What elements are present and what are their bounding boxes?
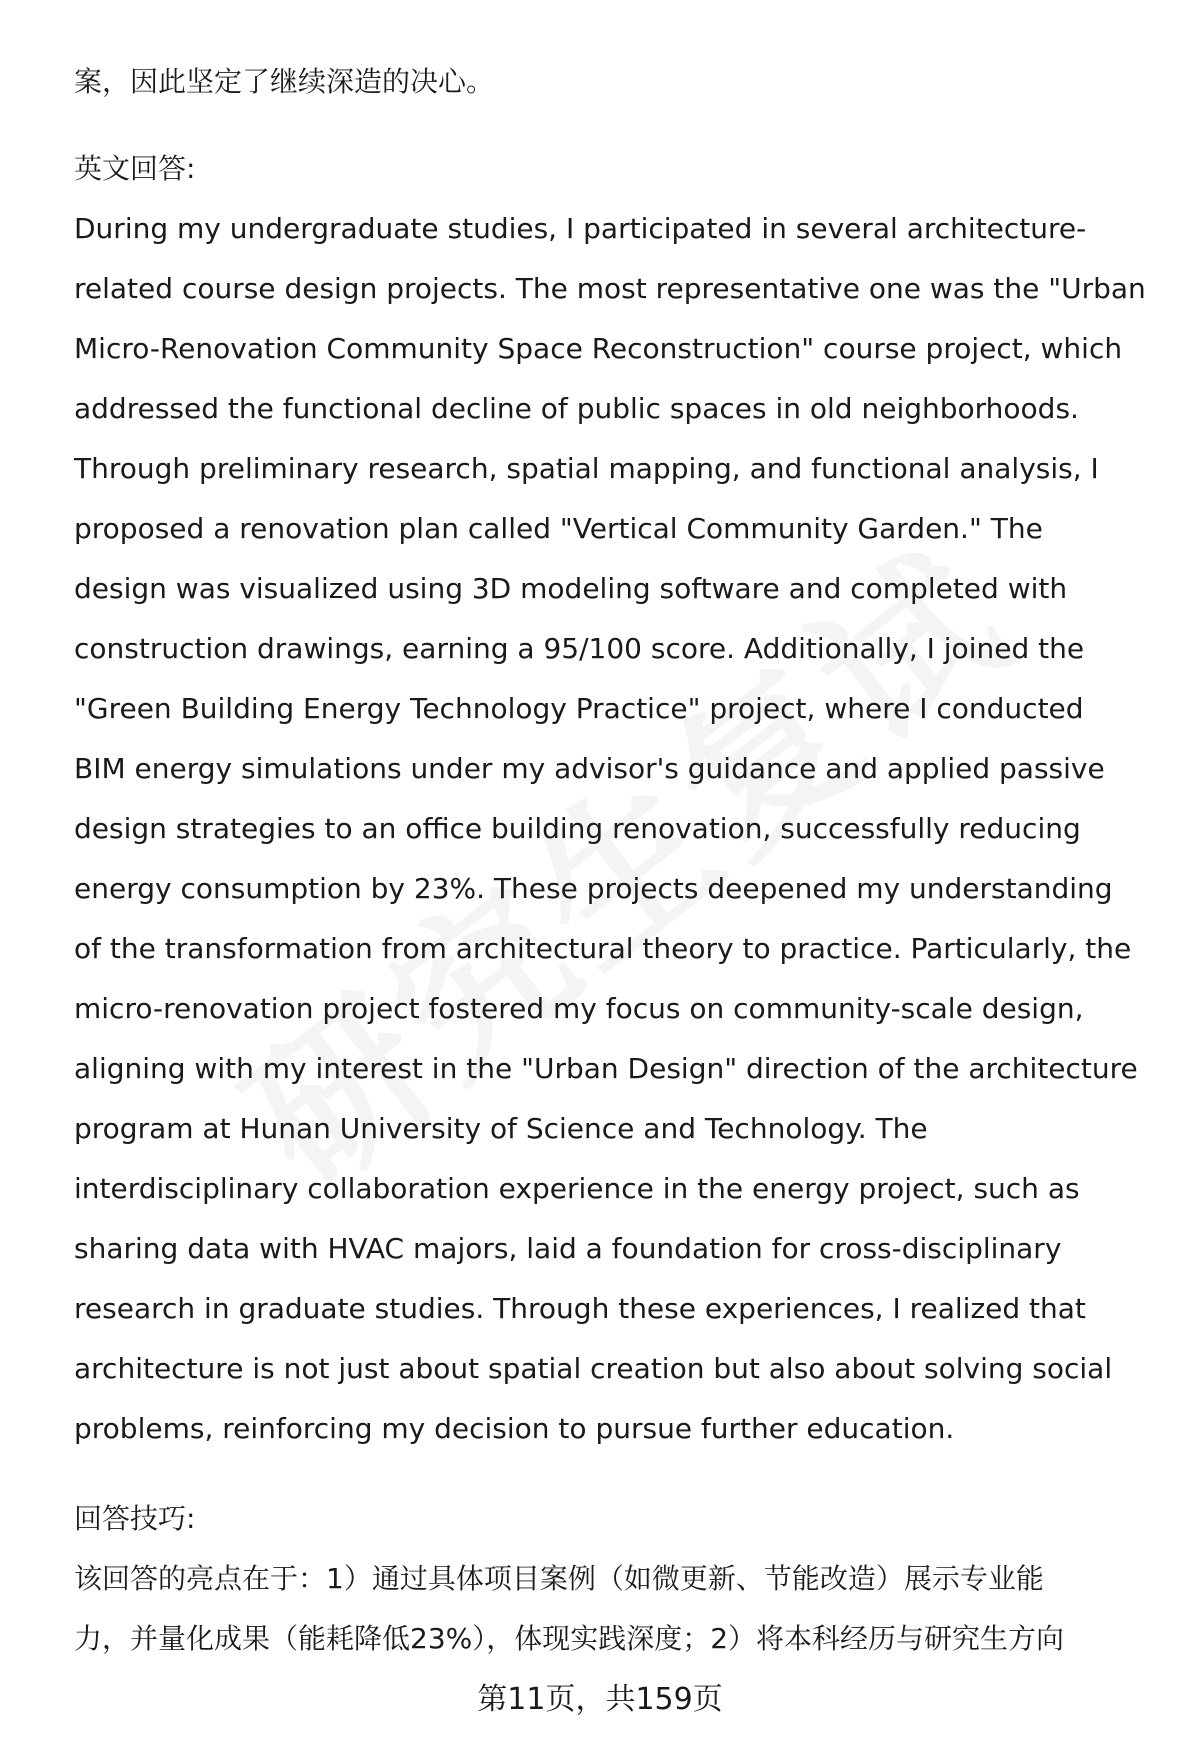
english-line: proposed a renovation plan called "Vertical Community Garden." The (74, 512, 1043, 545)
tips-heading: 回答技巧: (74, 1502, 196, 1535)
english-line: sharing data with HVAC majors, laid a foundation for cross-disciplinary (74, 1232, 1062, 1265)
english-line: research in graduate studies. Through these experiences, I realized that (74, 1292, 1086, 1325)
english-line: construction drawings, earning a 95/100 score. Additionally, I joined the (74, 632, 1085, 665)
document-body (74, 52, 1160, 1669)
intro-line: 案，因此坚定了继续深造的决心。 (74, 65, 495, 98)
english-answer-paragraph (74, 199, 1160, 1459)
english-line: design was visualized using 3D modeling software and completed with (74, 572, 1068, 605)
english-line: aligning with my interest in the "Urban Design" direction of the architecture (74, 1052, 1138, 1085)
english-line: related course design projects. The most representative one was the "Urban (74, 272, 1146, 305)
english-answer-heading: 英文回答: (74, 152, 196, 185)
english-line: problems, reinforcing my decision to pursue further education. (74, 1412, 955, 1445)
english-line: addressed the functional decline of public spaces in old neighborhoods. (74, 392, 1079, 425)
english-line: Micro-Renovation Community Space Reconstruction" course project, which (74, 332, 1123, 365)
english-line: architecture is not just about spatial creation but also about solving social (74, 1352, 1113, 1385)
english-line: energy consumption by 23%. These projects deepened my understanding (74, 872, 1113, 905)
page-number: 第11页，共159页 (477, 1682, 723, 1717)
english-line: design strategies to an office building renovation, successfully reducing (74, 812, 1081, 845)
english-line: Through preliminary research, spatial mapping, and functional analysis, I (74, 452, 1099, 485)
tips-line: 力，并量化成果（能耗降低23%），体现实践深度；2）将本科经历与研究生方向 (74, 1622, 1065, 1655)
tips-line: 该回答的亮点在于：1）通过具体项目案例（如微更新、节能改造）展示专业能 (74, 1562, 1044, 1595)
english-line: BIM energy simulations under my advisor's guidance and applied passive (74, 752, 1105, 785)
english-line: interdisciplinary collaboration experience in the energy project, such as (74, 1172, 1080, 1205)
english-line: of the transformation from architectural theory to practice. Particularly, the (74, 932, 1132, 965)
english-line: program at Hunan University of Science and Technology. The (74, 1112, 928, 1145)
english-line: "Green Building Energy Technology Practice" project, where I conducted (74, 692, 1084, 725)
tips-paragraph (74, 1549, 1160, 1669)
english-line: micro-renovation project fostered my focus on community-scale design, (74, 992, 1084, 1025)
english-line: During my undergraduate studies, I participated in several architecture- (74, 212, 1087, 245)
